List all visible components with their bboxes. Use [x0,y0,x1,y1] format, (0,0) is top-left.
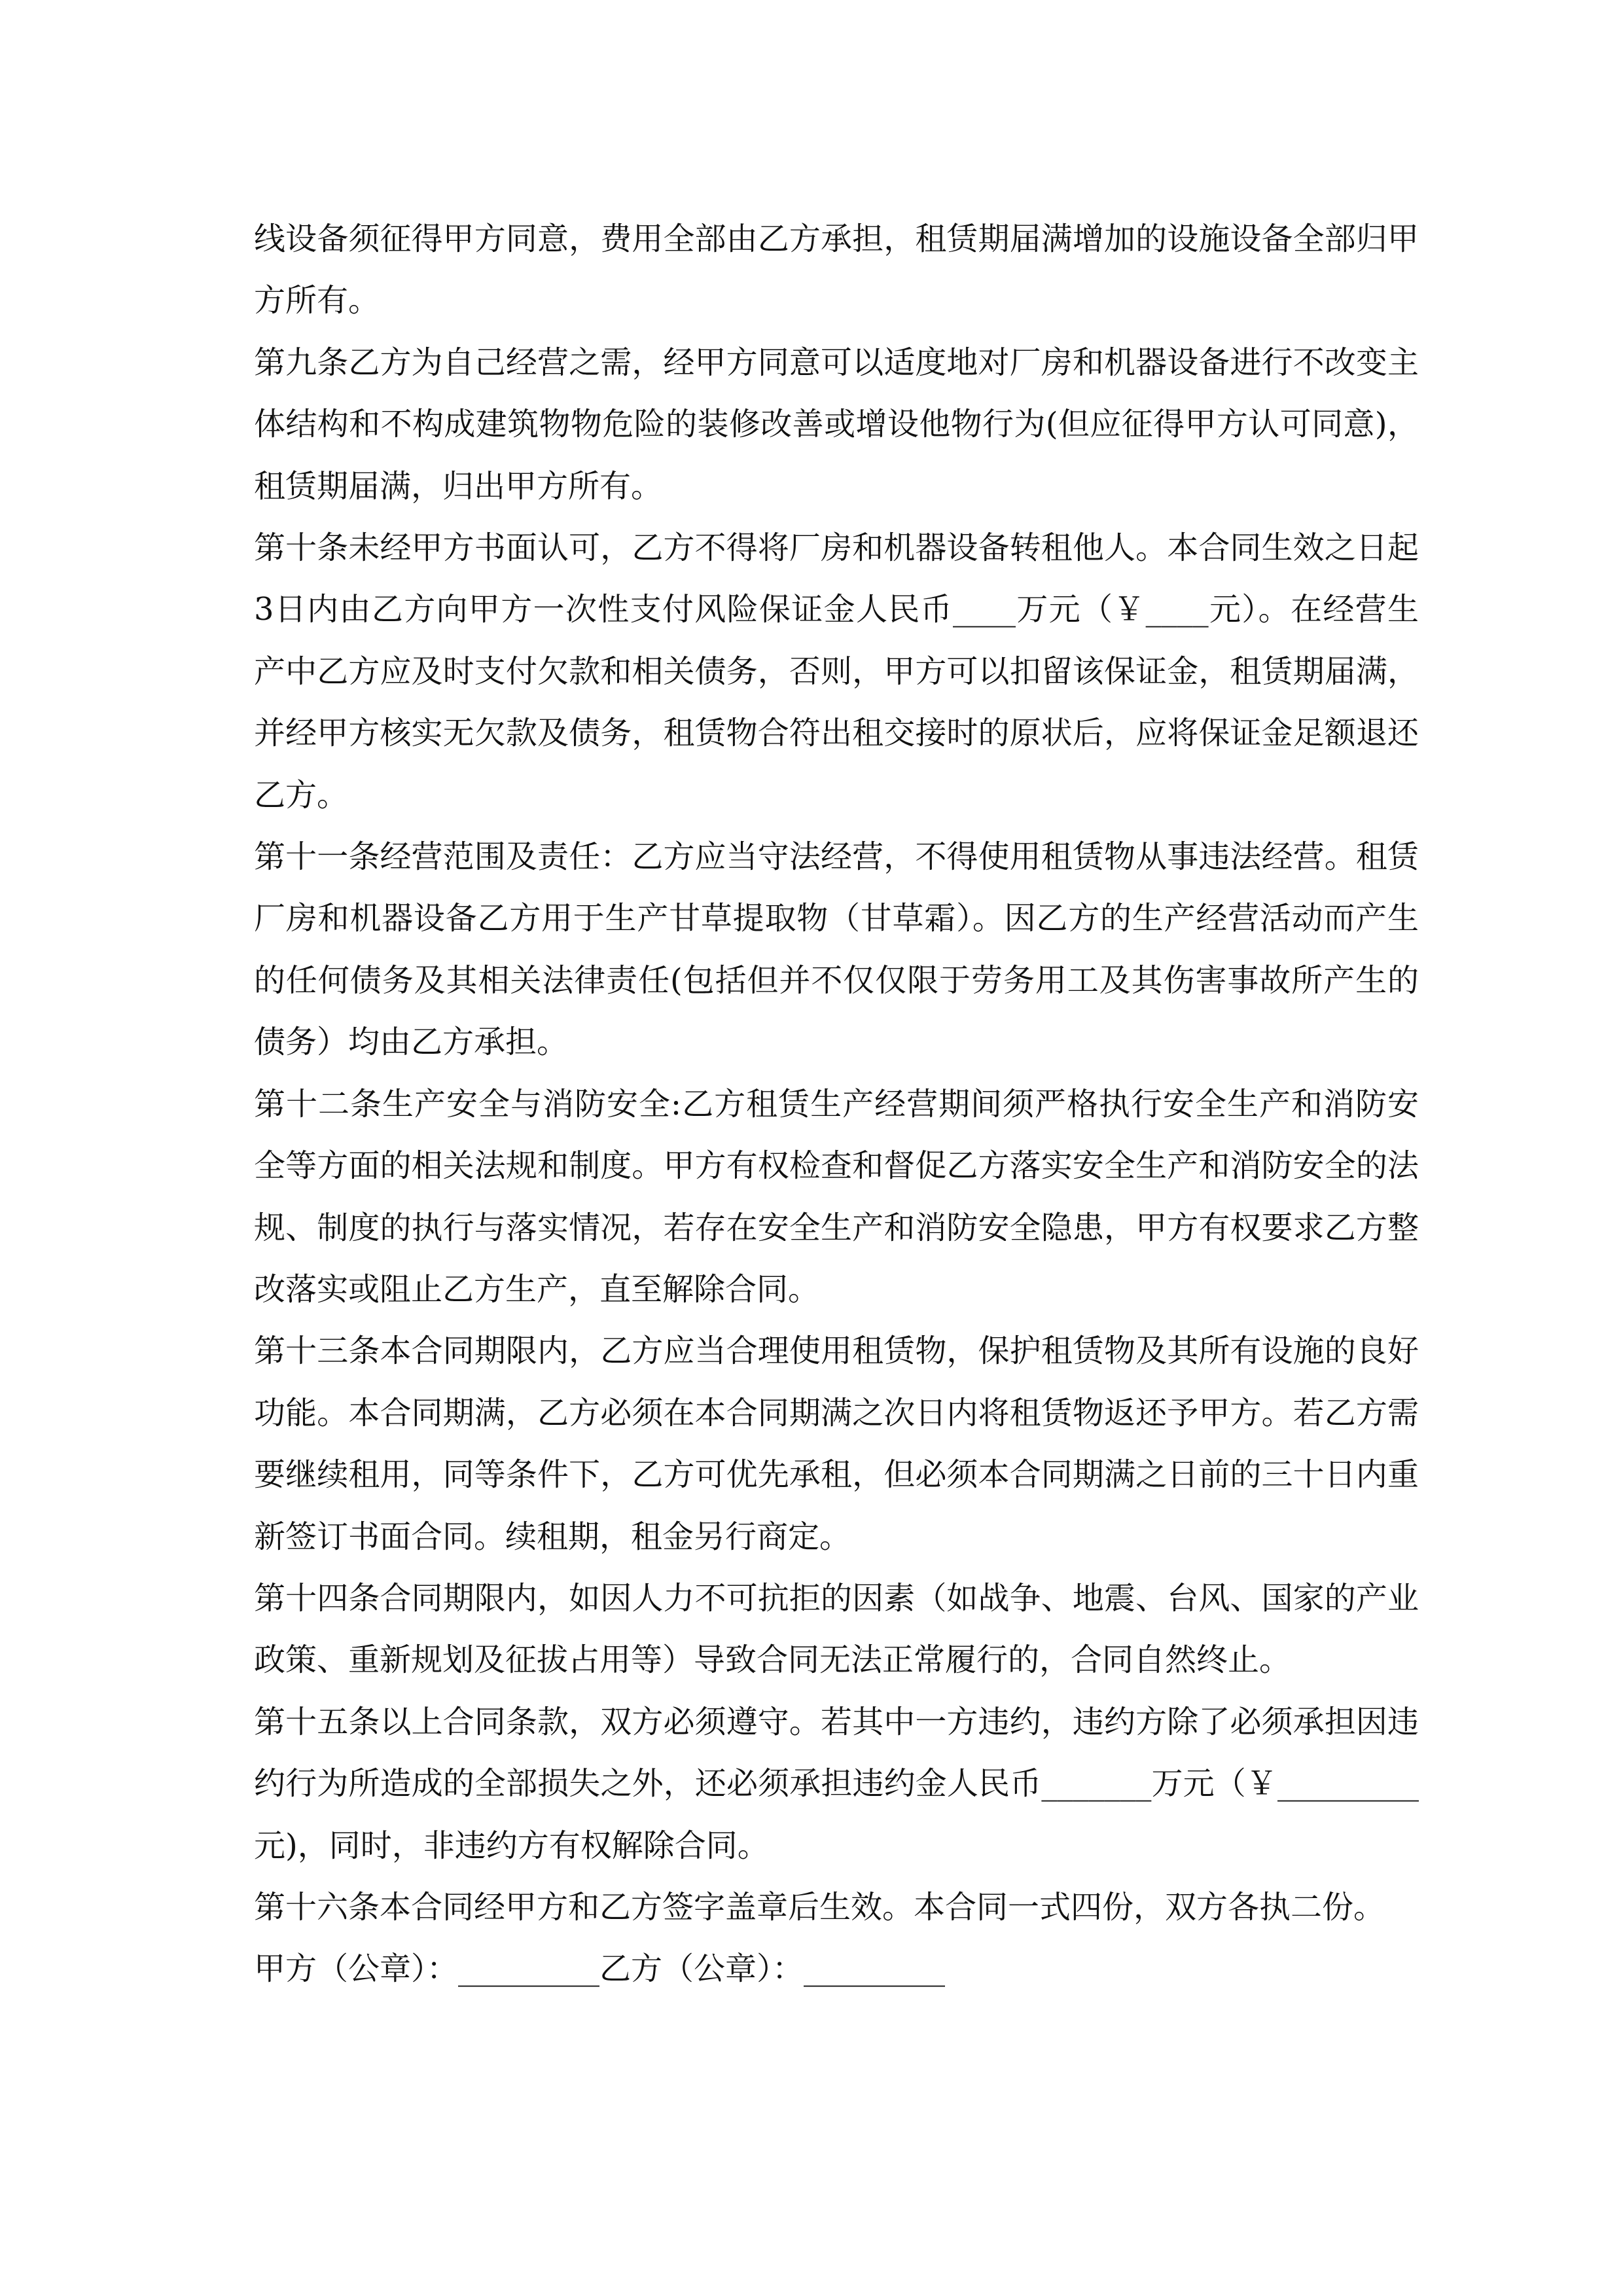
signature-line: 甲方（公章）：_________乙方（公章）：_________ [254,1950,946,1988]
contract-clause-11: 第十一条经营范围及责任：乙方应当守法经营，不得使用租赁物从事违法经营。租赁厂房和机器设备乙方用于生产甘草提取物（甘草霜）。因乙方的生产经营活动而产生的任何债务及其相关法律责任(包括但并不仅仅限于劳务用工及其伤害事故所产生的债务）均由乙方承担。 [254,838,1419,1061]
contract-clause-9: 第九条乙方为自己经营之需，经甲方同意可以适度地对厂房和机器设备进行不改变主体结构和不构成建筑物物危险的装修改善或增设他物行为(但应征得甲方认可同意)，租赁期届满，归出甲方所有。 [254,344,1419,505]
contract-clause-13: 第十三条本合同期限内，乙方应当合理使用租赁物，保护租赁物及其所有设施的良好功能。本合同期满，乙方必须在本合同期满之次日内将租赁物返还予甲方。若乙方需要继续租用，同等条件下，乙方可优先承租，但必须本合同期满之日前的三十日内重新签订书面合同。续租期，租金另行商定。 [254,1333,1419,1555]
contract-clause-16: 第十六条本合同经甲方和乙方签字盖章后生效。本合同一式四份，双方各执二份。 [254,1888,1385,1926]
contract-clause-12: 第十二条生产安全与消防安全:乙方租赁生产经营期间须严格执行安全生产和消防安全等方面的相关法规和制度。甲方有权检查和督促乙方落实安全生产和消防安全的法规、制度的执行与落实情况，若存在安全生产和消防安全隐患，甲方有权要求乙方整改落实或阻止乙方生产，直至解除合同。 [254,1085,1419,1308]
contract-clause-15: 第十五条以上合同条款，双方必须遵守。若其中一方违约，违约方除了必须承担因违约行为所造成的全部损失之外，还必须承担违约金人民币_______万元（￥_________元)，同时，非违约方有权解除合同。 [254,1703,1419,1864]
contract-clause-14: 第十四条合同期限内，如因人力不可抗拒的因素（如战争、地震、台风、国家的产业政策、重新规划及征拔占用等）导致合同无法正常履行的，合同自然终止。 [254,1579,1419,1679]
contract-clause-10: 第十条未经甲方书面认可，乙方不得将厂房和机器设备转租他人。本合同生效之日起3日内由乙方向甲方一次性支付风险保证金人民币____万元（￥____元）。在经营生产中乙方应及时支付欠款和相关债务，否则，甲方可以扣留该保证金，租赁期届满，并经甲方核实无欠款及债务，租赁物合符出租交接时的原状后，应将保证金足额退还乙方。 [254,529,1419,814]
contract-clause-continuation: 线设备须征得甲方同意，费用全部由乙方承担，租赁期届满增加的设施设备全部归甲方所有。 [254,221,1419,319]
contract-body [254,208,1419,2000]
